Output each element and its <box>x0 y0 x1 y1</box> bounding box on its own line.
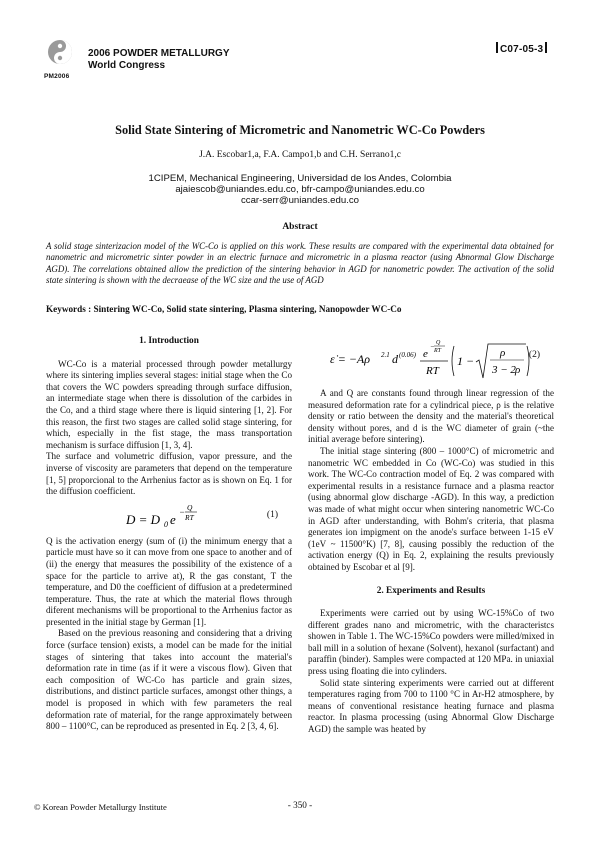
intro-paragraph-1: WC-Co is a material processed through powder metallurgy where its sintering implies several stages: initial stage when the Co that covers the WC powders spreading through surface diffusion, an intermediate stage when there is dissolution of the carbides in the Co, and a third stage where there is liquid sintering [1, 2]. For this reason, the first two stages are called solid stage sintering, for which, especially in the fist stage, the mass transportation mechanism is surface diffusion [1, 3, 4]. <box>46 358 292 450</box>
svg-text:3 − 2: 3 − 2 <box>492 364 516 376</box>
authors: J.A. Escobar1,a, F.A. Campo1,b and C.H. Serrano1,c <box>199 150 401 160</box>
section-heading-experiments: 2. Experiments and Results <box>376 585 486 596</box>
svg-text:ρ: ρ <box>500 347 506 359</box>
conference-name <box>88 48 230 71</box>
svg-text:RT: RT <box>434 348 442 354</box>
svg-text:d: d <box>392 352 398 366</box>
svg-text:0: 0 <box>164 519 168 529</box>
svg-text:−: − <box>430 343 435 351</box>
left-column <box>46 336 292 733</box>
svg-text:(0.06): (0.06) <box>399 351 416 359</box>
svg-text:ε̇ = −Aρ: ε̇ = −Aρ <box>330 352 371 366</box>
svg-text:1 −: 1 − <box>457 354 475 368</box>
abstract-heading: Abstract <box>282 222 318 232</box>
intro-paragraph-2: The surface and volumetric diffusion, vapor pressure, and the inverse of viscosity are parameters that depend on the temperature [1, 5] proporcional to the Arrhenius factor as is shown on Eq. 1 for the diffusion coefficient. <box>46 451 292 497</box>
code-bar-right <box>545 42 547 53</box>
affiliation <box>0 173 600 206</box>
svg-text:e: e <box>170 511 176 527</box>
paper-title: Solid State Sintering of Micrometric and Nanometric WC-Co Powders <box>115 123 485 137</box>
code-bar-left <box>496 42 498 53</box>
svg-text:e: e <box>423 348 428 360</box>
model-paragraph-2: The initial stage sintering (800 – 1000°C) of micrometric and nanometric WC embedded in Co (WC-Co) was studied in this work. The WC-Co contraction model of Eq. 2 was compared with experimental results in a resistance furnace and a plasma reactor (using abnormal glow discharge -AGD). In this way, a prediction was made of what might occur when sintering nanometric WC-Co in AGD after understanding, with Bohm's criteria, that plasma generates ion impigment on the anode's surface between 1-15 eV (1eV ~ 11500°K) [7, 8], causing possibly the reduction of the activation energy (Q) in Eq. 2, explaining the results previously obtained by Escobar et al [9]. <box>308 445 554 572</box>
svg-text:Q: Q <box>436 340 441 346</box>
svg-text:−: − <box>179 506 186 517</box>
experiments-paragraph-2: Solid state sintering experiments were carried out at different temperatures raging from 700 to 1100 °C in Ar-H2 atmosphere, by means of conventional resistance heating furnace and plasma reactor. In plasma processing (using Abnormal Glow Discharge AGD) the sample was heated by <box>308 677 554 735</box>
keywords: Keywords : Sintering WC-Co, Solid state sintering, Plasma sintering, Nanopowder WC-Co <box>46 304 402 314</box>
svg-text:Q: Q <box>187 502 193 512</box>
equation-2-formula <box>330 338 530 384</box>
equation-2 <box>308 338 554 382</box>
svg-text:2.1: 2.1 <box>381 351 390 359</box>
pm2006-logo-icon <box>44 38 78 78</box>
footer-copyright: © Korean Powder Metallurgy Institute <box>34 802 167 812</box>
pm2006-label: PM2006 <box>44 73 70 80</box>
affiliation-line-3: ccar-serr@uniandes.edu.co <box>241 195 359 206</box>
affiliation-line-1: 1CIPEM, Mechanical Engineering, Universidad de los Andes, Colombia <box>148 173 452 184</box>
conference-line-2: World Congress <box>88 59 166 71</box>
model-paragraph-1: A and Q are constants found through linear regression of the measured deformation rate for a cylindrical piece, ρ is the relative density or ratio between the density and the material's theoretical density without pores, and d is the WC diameter of grain (~the initial average before sintering). <box>308 388 554 445</box>
equation-1-number: (1) <box>266 509 278 520</box>
experiments-paragraph-1: Experiments were carried out by using WC-15%Co of two different grades nano and micrometric, with the characteristcs showen in Table 1. The WC-15%Co powders were milled/mixed in ball mill in a solution of hexane (Solvent), hexanol (surfactant) and paraffin (binder). Samples were compacted at 120 MPa. in uniaxial press using floating die into cylinders. <box>308 608 554 677</box>
svg-text:RT: RT <box>185 512 194 522</box>
abstract-text: A solid stage sinterizacion model of the WC-Co is applied on this work. These results are compared with the experimental data obtained for nanometric and micrometric sinter powder in an electric furnace and micrometric in a plasma reactor (using Abnormal Glow Discharge AGD). The correlations obtained allow the prediction of the sintering behavior in AGD for nanometric powder. The activation of the solid state sintering is shown with the decraease of the WC size and the use of AGD <box>46 241 554 285</box>
equation-1 <box>46 502 292 532</box>
intro-paragraph-3: Q is the activation energy (sum of (i) the minimum energy that a particle must have so it can move from one space to another and of (ii) the energy that measures the possibility of the existence of a space for the particle to arrive at), R the gas constant, T the temperature, and D0 the coefficient of diffusion at a predetermined temperature. Thus, the rate at which the material flows through diferent mechanisms will be proportional to the Arrhenius factor as presented in the initial stage by German [1]. <box>46 535 292 627</box>
svg-text:D = D: D = D <box>126 511 161 527</box>
paper-code-text: C07-05-3 <box>500 44 544 55</box>
intro-paragraph-4: Based on the previous reasoning and considering that a driving force (surface tension) exists, a model can be made for the initial stages of sintering that takes into account the material's deformation rate in time (as if it were a viscous flow). Given that each composition of WC-Co has particle and grain sizes, distributions, and distinct particle surfaces, amongst other things, a model is proposed in which with few parameters the real deformation rate of material, for the range approximately between 800 – 1100°C, can be reproduced as presented in Eq. 2 [3, 4, 6]. <box>46 628 292 732</box>
svg-text:ρ: ρ <box>515 364 521 376</box>
conference-line-1: 2006 POWDER METALLURGY <box>88 48 230 59</box>
affiliation-line-2: ajaiescob@uniandes.edu.co, bfr-campo@uniandes.edu.co <box>175 184 425 195</box>
footer-page-number: - 350 - <box>287 800 313 810</box>
svg-text:RT: RT <box>426 365 439 377</box>
equation-2-number: (2) <box>528 350 540 360</box>
section-heading-introduction: 1. Introduction <box>139 336 199 346</box>
paper-code <box>494 42 549 55</box>
equation-1-formula <box>126 502 236 532</box>
right-column <box>308 340 554 736</box>
